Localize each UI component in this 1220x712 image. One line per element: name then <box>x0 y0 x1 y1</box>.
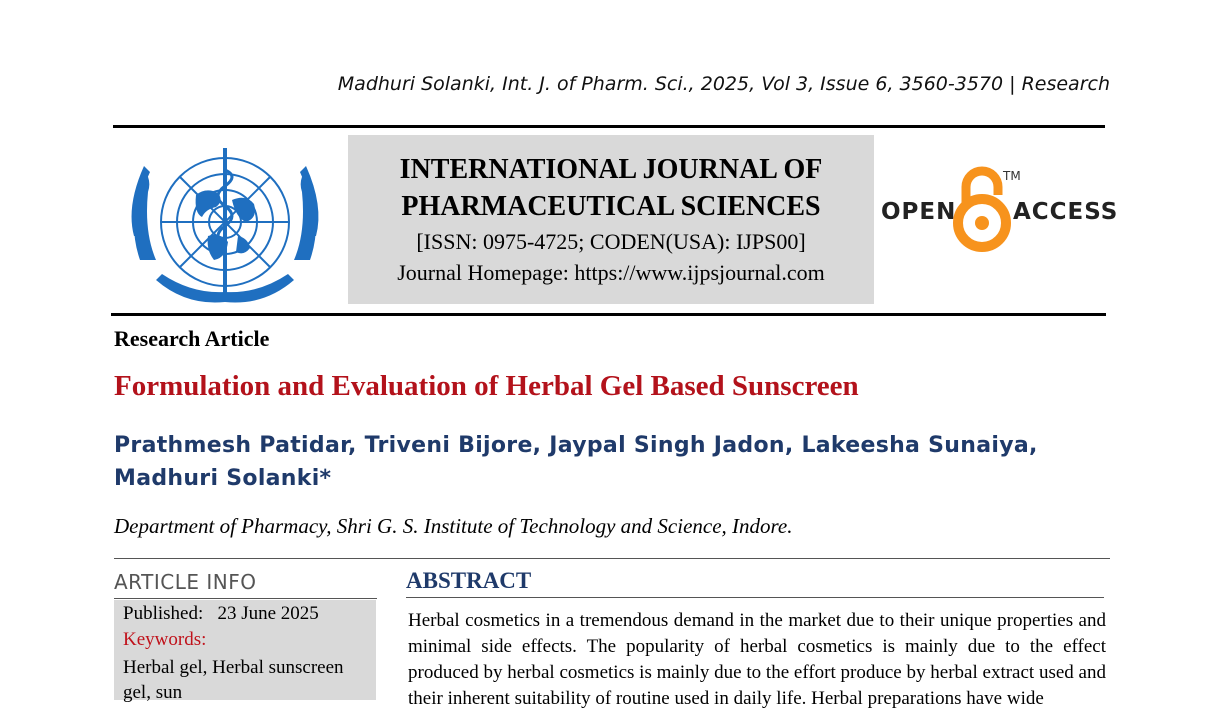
article-type: Research Article <box>114 326 270 351</box>
author-list: Prathmesh Patidar, Triveni Bijore, Jaypal Singh Jadon, Lakeesha Sunaiya, Madhuri Solanki* <box>114 433 1038 491</box>
article-info-rule <box>114 598 377 599</box>
article-title: Formulation and Evaluation of Herbal Gel Based Sunscreen <box>114 370 859 402</box>
issn-coden: [ISSN: 0975-4725; CODEN(USA): IJPS00] <box>416 229 806 254</box>
abstract-heading: ABSTRACT <box>406 568 532 593</box>
journal-homepage[interactable]: Journal Homepage: https://www.ijpsjournal.com <box>397 260 825 285</box>
section-divider <box>114 558 1110 559</box>
abstract-rule <box>406 597 1104 598</box>
journal-emblem-logo <box>126 140 324 305</box>
abstract-text: Herbal cosmetics in a tremendous demand in the market due to their unique properties and minimal side effects. The popularity of herbal cosmetics is mainly due to the effect produced by herbal cosmetics is mainly due to the effort produce by herbal extract used and their inherent suitability of routine used in daily life. Herbal preparations have wide <box>408 610 1106 709</box>
journal-title: INTERNATIONAL JOURNAL OF PHARMACEUTICAL SCIENCES <box>399 154 823 222</box>
top-rule <box>113 125 1105 128</box>
banner-bottom-rule <box>111 313 1106 316</box>
open-access-access-text: ACCESS <box>1013 199 1119 225</box>
open-access-trademark: TM <box>1003 169 1021 183</box>
journal-banner <box>348 135 874 304</box>
open-access-open-text: OPEN <box>881 199 957 225</box>
keywords-label: Keywords: <box>123 629 207 650</box>
published-date: Published: 23 June 2025 <box>123 603 319 624</box>
keywords-text: Herbal gel, Herbal sunscreen gel, sun <box>123 657 344 703</box>
running-head: Madhuri Solanki, Int. J. of Pharm. Sci., 2025, Vol 3, Issue 6, 3560-3570 | Research <box>337 73 1110 95</box>
article-info-heading: ARTICLE INFO <box>114 570 257 594</box>
affiliation: Department of Pharmacy, Shri G. S. Institute of Technology and Science, Indore. <box>114 514 793 538</box>
